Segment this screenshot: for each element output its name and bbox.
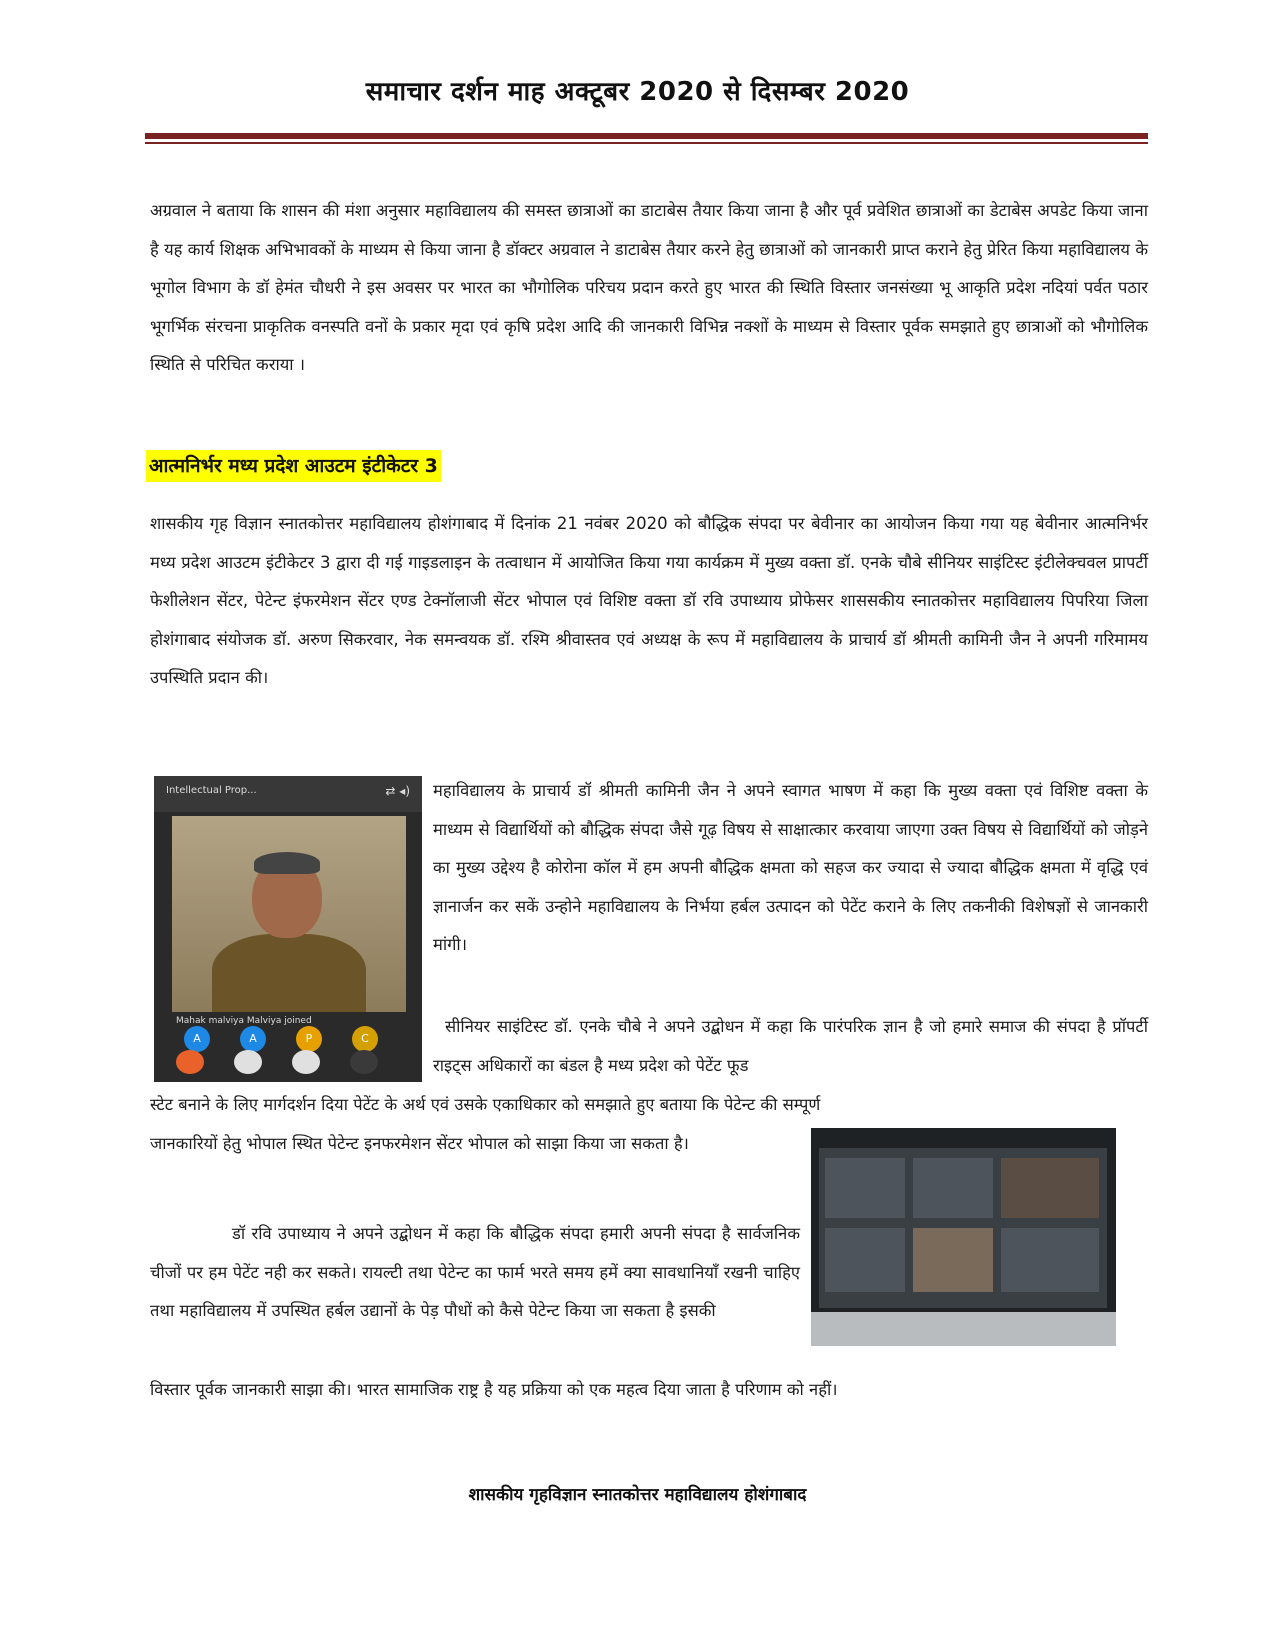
paragraph-4-continued: स्टेट बनाने के लिए मार्गदर्शन दिया पेटेंट के अर्थ एवं उसके एकाधिकार को समझाते हुए बताया कि पेटेन्ट की सम्पूर्ण (150, 1095, 821, 1114)
laptop-screen (819, 1148, 1107, 1308)
page-footer: शासकीय गृहविज्ञान स्नातकोत्तर महाविद्यालय होशंगाबाद (468, 1485, 807, 1505)
mic-off-icon (234, 1050, 262, 1074)
section-heading: आत्मनिर्भर मध्य प्रदेश आउटम इंटीकेटर 3 (146, 450, 441, 482)
header-rule-thin (145, 142, 1148, 144)
laptop-base (811, 1312, 1116, 1346)
header-rule-thick (145, 133, 1148, 139)
participant-avatar: P (296, 1026, 322, 1052)
webinar-laptop-photo (811, 1128, 1116, 1346)
paragraph-6-continued: विस्तार पूर्वक जानकारी साझा की। भारत सामाजिक राष्ट्र है यह प्रक्रिया को एक महत्व दिया जाता है परिणाम को नहीं। (150, 1380, 838, 1399)
webinar-phone-photo (154, 776, 422, 1082)
meeting-title: Intellectual Prop... (166, 785, 257, 796)
paragraph-2: शासकीय गृह विज्ञान स्नातकोत्तर महाविद्यालय होशंगाबाद में दिनांक 21 नवंबर 2020 को बौद्धिक संपदा पर बेवीनार का आयोजन किया गया यह बेवीनार आत्मनिर्भर मध्य प्रदेश आउटम इंटीकेटर 3 द्वारा दी गई गाइडलाइन के तत्वाधान में आयोजित किया गया कार्यक्रम में मुख्य वक्ता डॉ. एनके चौबे सीनियर साइंटिस्ट इंटीलेक्चवल प्रापर्टी फेशीलेशन सेंटर, पेटेन्ट इंफरमेशन सेंटर एण्ड टेक्नॉलाजी सेंटर भोपाल एवं विशिष्ट वक्ता डॉ रवि उपाध्याय प्रोफेसर शाससकीय स्नातकोत्तर महाविद्यालय पिपरिया जिला होशंगाबाद संयोजक डॉ. अरुण सिकरवार, नेक समन्वयक डॉ. रश्मि श्रीवास्तव एवं अध्यक्ष के रूप में महाविद्यालय के प्राचार्य डॉ श्रीमती कामिनी जैन ने अपनी गरिमामय उपस्थिति प्रदान की। (150, 514, 1148, 687)
call-buttons (154, 1050, 422, 1082)
paragraph-1: अग्रवाल ने बताया कि शासन की मंशा अनुसार महाविद्यालय की समस्त छात्राओं का डाटाबेस तैयार किया जाना है और पूर्व प्रवेशित छात्राओं का डेटाबेस अपडेट किया जाना है यह कार्य शिक्षक अभिभावकों के माध्यम से किया जाना है डॉक्टर अग्रवाल ने डाटाबेस तैयार करने हेतु छात्राओं को जानकारी प्राप्त कराने हेतु प्रेरित किया महाविद्यालय के भूगोल विभाग के डॉ हेमंत चौधरी ने इस अवसर पर भारत का भौगोलिक परिचय प्रदान करते हुए भारत की स्थिति विस्तार जनसंख्या भू आकृति प्रदेश नदियां पर्वत पठार भूगर्भिक संरचना प्राकृतिक वनस्पति वनों के प्रकार मृदा एवं कृषि प्रदेश आदि की जानकारी विभिन्न नक्शों के माध्यम से विस्तार पूर्वक समझाते हुए छात्राओं को भौगोलिक स्थिति से परिचित कराया । (150, 201, 1148, 374)
paragraph-4: सीनियर साइंटिस्ट डॉ. एनके चौबे ने अपने उद्बोधन में कहा कि पारंपरिक ज्ञान है जो हमारे समाज की संपदा है प्रॉपर्टी राइट्स अधिकारों का बंडल है मध्य प्रदेश को पेटेंट फूड (433, 1017, 1148, 1075)
joined-notice: Mahak malviya Malviya joined (176, 1016, 312, 1026)
more-options-icon (350, 1050, 378, 1074)
participant-avatar: A (240, 1026, 266, 1052)
video-call-topbar (154, 776, 422, 812)
paragraph-5: जानकारियों हेतु भोपाल स्थित पेटेन्ट इनफरमेशन सेंटर भोपाल को साझा किया जा सकता है। (150, 1134, 689, 1153)
paragraph-6: डॉ रवि उपाध्याय ने अपने उद्बोधन में कहा कि बौद्धिक संपदा हमारी अपनी संपदा है सार्वजनिक चीजों पर हम पेटेंट नही कर सकते। रायल्टी तथा पेटेन्ट का फार्म भरते समय हमें क्या सावधानियॉं रखनी चाहिए तथा महाविद्यालय में उपस्थित हर्बल उद्यानों के पेड़ पौधों को कैसे पेटेन्ट किया जा सकता है इसकी (150, 1224, 800, 1320)
end-call-icon (176, 1050, 204, 1074)
camera-off-icon (292, 1050, 320, 1074)
page-title: समाचार दर्शन माह अक्टूबर 2020 से दिसम्बर 2020 (365, 77, 910, 107)
participant-avatar: A (184, 1026, 210, 1052)
speaker-video (172, 816, 406, 1012)
participant-avatar: C (352, 1026, 378, 1052)
paragraph-3: महाविद्यालय के प्राचार्य डॉ श्रीमती कामिनी जैन ने अपने स्वागत भाषण में कहा कि मुख्य वक्ता एवं विशिष्ट वक्ता के माध्यम से विद्यार्थियों को बौद्धिक संपदा जैसे गूढ़ विषय से साक्षात्कार करवाया जाएगा उक्त विषय से विद्यार्थियों को जोड़ने का मुख्य उद्देश्य है कोरोना कॉल में हम अपनी बौद्धिक क्षमता को सहज कर ज्यादा से ज्यादा बौद्धिक क्षमता में वृद्धि एवं ज्ञानार्जन कर सकें उन्होने महाविद्यालय के निर्भया हर्बल उत्पादन को पेटेंट कराने के लिए तकनीकी विशेषज्ञों से जानकारी मांगी। (433, 781, 1148, 954)
call-controls-icons: ⇄ ◂) (385, 784, 410, 798)
